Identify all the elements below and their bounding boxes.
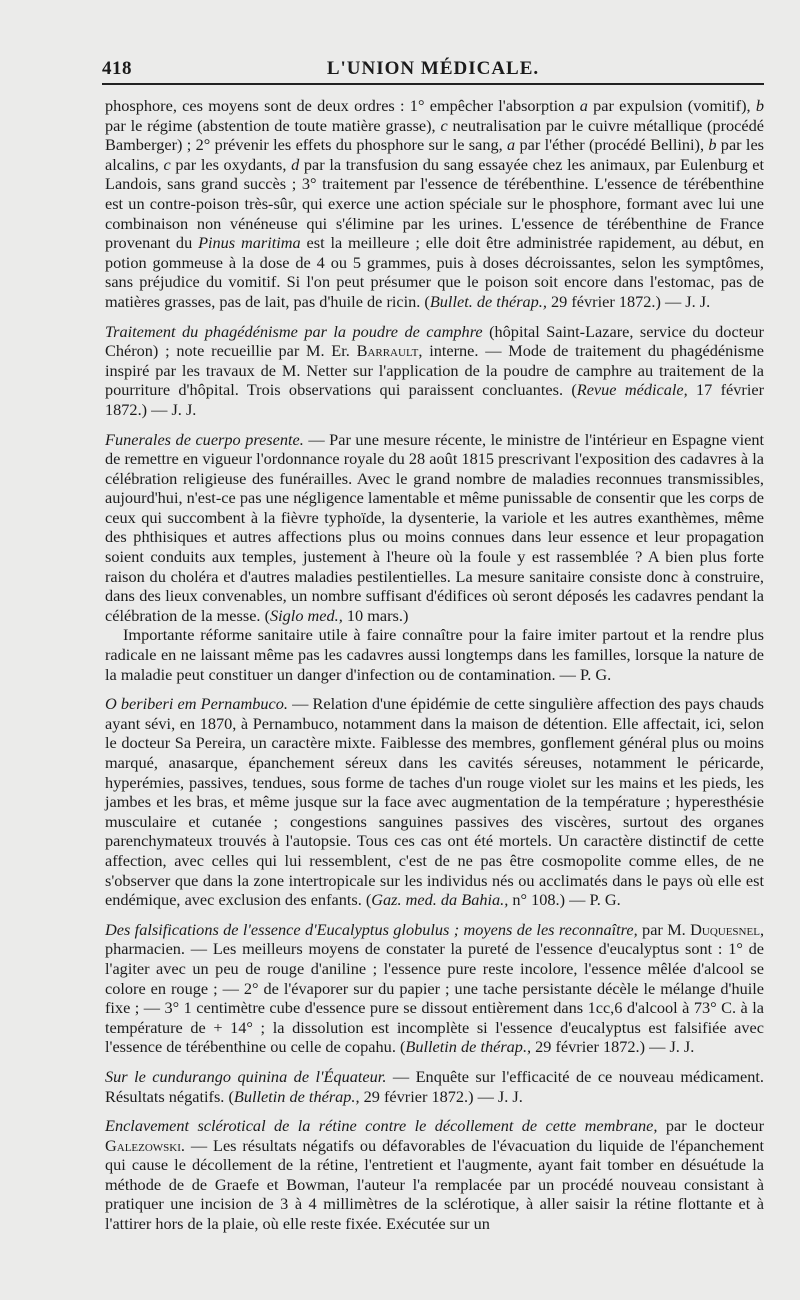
italic-text: Pinus maritima	[198, 233, 301, 253]
article-body	[105, 96, 764, 1234]
text-run: 10 mars.)	[342, 605, 409, 625]
header-rule	[102, 83, 764, 85]
italic-text: d	[291, 154, 300, 174]
page-number: 418	[102, 58, 132, 79]
text-run: (hôpital Saint-Lazare, service du docteur Chéron) ; note recueillie par M. Er.	[105, 321, 764, 361]
paragraph	[105, 430, 764, 626]
text-run: 29 février 1872.) — J. J.	[359, 1086, 523, 1106]
italic-text: a	[507, 135, 516, 155]
text-run: 29 février 1872.) — J. J.	[531, 1037, 695, 1057]
text-run: , pharmacien. — Les meilleurs moyens de constater la pureté de l'essence d'eucalyptus sont : 1° de l'agiter avec un peu de rouge d'aniline ; l'essence pure reste incolore, l'essence mêlée d'alcool se colore en rouge ; — 2° de l'évaporer sur du papier ; une tache persistante décèle le mélange d'huile fixe ; — 3° 1 centimètre cube d'essence pure se dissout entièrement dans 1cc,6 d'alcool à 73° C. à la température de + 14° ; la dissolution est incomplète si l'essence d'eucalyptus est falsifiée avec l'essence de térébenthine ou celle de copahu. (	[105, 919, 765, 1057]
italic-text: Revue médicale,	[576, 380, 688, 400]
paragraph	[105, 1067, 764, 1106]
text-run: 29 février 1872.) — J. J.	[546, 291, 711, 311]
text-run: par la transfusion du sang essayée chez les animaux, par Eulenburg et Landois, sans grand succès ; 3° traitement par l'essence de térébenthine. L'essence de térébenthine est un contre-poison très-sûr, qui exerce une action spéciale sur le phosphore, formant avec lui une combinaison non vénéneuse qui s'élimine par les urines. L'essence de térébenthine de France provenant du	[105, 154, 765, 253]
text-run: par expulsion (vomitif),	[587, 96, 756, 115]
text-run: n° 108.) — P. G.	[508, 890, 621, 910]
text-run: — Par une mesure récente, le ministre de l'intérieur en Espagne vient de remettre en vigueur l'ordonnance royale du 28 août 1815 prescrivant l'exposition des cadavres à la célébration religieuse des funérailles. Avec le grand nombre de maladies reconnues transmissibles, aujourd'hui, n'est-ce pas une négligence lamentable et même punissable de consentir que les corps de ceux qui succombent à la fièvre typhoïde, la dysenterie, la variole et les autres exanthèmes, même des phthisiques et autres affections plus ou moins connues dans leur essence et leur propagation soient conduits aux temples, justement à l'heure où la foule y est rassemblée ? A bien plus forte raison du choléra et d'autres maladies pestilentielles. La mesure sanitaire consiste donc à construire, dans des lieux convenables, un nombre suffisant d'édifices où seront déposés les cadavres pendant la célébration de la messe. (	[105, 429, 764, 625]
italic-text: b	[708, 135, 717, 155]
italic-text: c	[440, 115, 448, 135]
text-run: par M.	[637, 919, 691, 939]
text-run: neutralisation par le cuivre métallique (procédé Bamberger) ; 2° prévenir les effets du phosphore sur le sang,	[105, 115, 764, 155]
italic-text: Enclavement sclérotical de la rétine contre le décollement de cette membrane,	[105, 1116, 658, 1136]
author-name: Duquesnel	[690, 919, 760, 939]
text-run: par l'éther (procédé Bellini),	[515, 135, 709, 155]
italic-text: Traitement du phagédénisme par la poudre de camphre	[105, 321, 483, 341]
paragraph	[105, 920, 764, 1057]
italic-text: Sur le cundurango quinina de l'Équateur.	[105, 1066, 387, 1086]
italic-text: a	[579, 96, 588, 115]
text-run: par le docteur	[657, 1116, 764, 1136]
paragraph	[105, 625, 764, 684]
author-name: Galezowski	[105, 1135, 181, 1155]
italic-text: b	[755, 96, 765, 115]
text-run: par les oxydants,	[170, 154, 292, 174]
italic-text: Gaz. med. da Bahia.,	[371, 890, 509, 910]
journal-title: L'UNION MÉDICALE.	[326, 58, 540, 79]
paragraph	[105, 694, 764, 910]
paragraph	[105, 96, 764, 312]
text-run: par le régime (abstention de toute matière grasse),	[105, 115, 441, 135]
italic-text: O beriberi em Pernambuco.	[105, 694, 288, 714]
text-run: — Relation d'une épidémie de cette singulière affection des pays chauds ayant sévi, en 1870, à Pernambuco, notamment dans la maison de détention. Elle affectait, ici, selon le docteur Sa Pereira, un caractère mixte. Faiblesse des membres, gonflement général plus ou moins marqué, anasarque, épanchement séreux dans les cavités séreuses, notamment le péricarde, hyperémies, passives, tendues, sous forme de taches d'un rouge violet sur les mains et les pieds, les jambes et les bras, et même jusque sur la face avec augmentation de la température ; hyperesthésie musculaire et cutanée ; congestions sanguines passives des viscères, surtout des organes parenchymateux trouvés à l'autopsie. Tous ces cas ont été mortels. Un caractère distinctif de cette affection, avec celles qui lui ressemblent, c'est de ne pas être cosmopolite comme elles, de ne s'observer que dans la zone intertropicale sur les individus nés ou acclimatés dans le pays où elle est endémique, avec exclusion des enfants. (	[105, 694, 764, 910]
italic-text: Siglo med.,	[270, 605, 343, 625]
page-header	[102, 52, 764, 88]
italic-text: Des falsifications de l'essence d'Eucalyptus globulus ; moyens de les reconnaître,	[105, 919, 638, 939]
text-run: phosphore, ces moyens sont de deux ordres : 1° empêcher l'absorption	[105, 96, 580, 115]
italic-text: Funerales de cuerpo presente.	[105, 429, 304, 449]
italic-text: Bullet. de thérap.,	[429, 291, 547, 311]
text-run: Importante réforme sanitaire utile à faire connaître pour la faire imiter partout et la rendre plus radicale en ne laissant même pas les cadavres aussi longtemps dans les familles, lorsque la nature de la maladie peut constituer un danger d'infection ou de contamination. — P. G.	[105, 625, 764, 684]
text-run: est la meilleure ; elle doit être administrée rapidement, au début, en potion gommeuse à la dose de 4 ou 5 grammes, puis à doses décroissantes, selon les symptômes, sans préjudice du vomitif. Si l'on peut présumer que le poison soit encore dans l'estomac, pas de matières grasses, pas de lait, pas d'huile de ricin. (	[105, 233, 764, 311]
text-run: 17 février 1872.) — J. J.	[105, 380, 764, 419]
italic-text: Bulletin de thérap.,	[233, 1086, 360, 1106]
text-run: — Enquête sur l'efficacité de ce nouveau médicament. Résultats négatifs. (	[105, 1066, 764, 1106]
text-run: , interne. — Mode de traitement du phagédénisme inspiré par les travaux de M. Netter sur l'application de la poudre de camphre au traitement de la pourriture d'hôpital. Trois observations qui paraissent concluantes. (	[105, 341, 764, 400]
paragraph	[105, 1116, 764, 1234]
text-run: par les alcalins,	[105, 135, 765, 174]
italic-text: Bulletin de thérap.,	[405, 1037, 532, 1057]
paragraph	[105, 322, 764, 420]
text-run: . — Les résultats négatifs ou défavorables de l'évacuation du liquide de l'épanchement qui cause le décollement de la rétine, l'entretient et l'augmente, ayant fait tomber en désuétude la méthode de de Graefe et Bowman, l'auteur l'a remplacée par un procédé nouveau consistant à pratiquer une incision de 3 à 4 millimètres de la sclérotique, à aller saisir la rétine flottante et à l'attirer hors de la plaie, où elle reste fixée. Exécutée sur un	[105, 1135, 764, 1234]
author-name: Barrault	[356, 341, 419, 361]
italic-text: c	[163, 154, 171, 174]
